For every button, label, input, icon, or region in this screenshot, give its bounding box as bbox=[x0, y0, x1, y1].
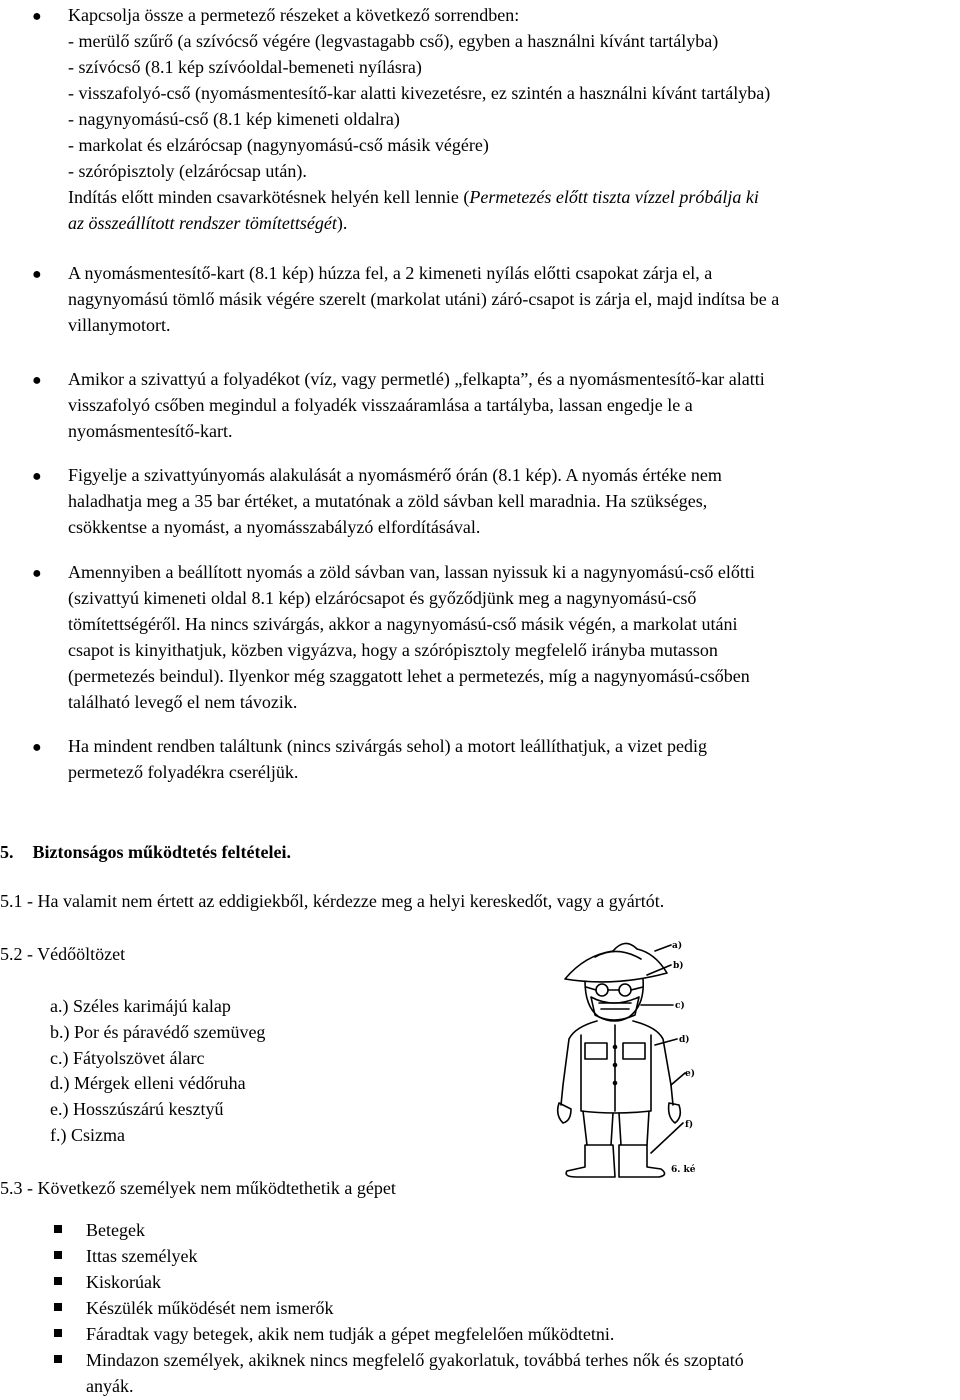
list-item bbox=[50, 1019, 265, 1045]
text-line: - szórópisztoly (elzárócsap után). bbox=[68, 161, 307, 181]
list-text: Mérgek elleni védőruha bbox=[74, 1073, 246, 1093]
text-line: visszafolyó csőben megindul a folyadék visszaáramlása a tartályba, lassan engedje le a bbox=[68, 395, 693, 415]
square-bullet-icon bbox=[54, 1303, 62, 1311]
protective-clothing-figure bbox=[555, 935, 725, 1180]
text-line: - visszafolyó-cső (nyomásmentesítő-kar alatti kivezetésre, ez szintén a használni kívánt tartályba) bbox=[68, 83, 771, 103]
square-bullet-icon bbox=[54, 1329, 62, 1337]
figure-label-b: b) bbox=[673, 961, 684, 971]
section-title: Biztonságos működtetés feltételei. bbox=[32, 842, 291, 862]
bullet-icon: ● bbox=[32, 739, 42, 756]
square-bullet-icon bbox=[54, 1277, 62, 1285]
list-letter: e.) bbox=[50, 1099, 69, 1119]
list-text: Hosszúszárú kesztyű bbox=[72, 1099, 224, 1119]
text-line: Amennyiben a beállított nyomás a zöld sávban van, lassan nyissuk ki a nagynyomású-cső előtti bbox=[68, 562, 755, 582]
list-letter: a.) bbox=[50, 996, 69, 1016]
text-line: A nyomásmentesítő-kart (8.1 kép) húzza fel, a 2 kimeneti nyílás előtti csapokat zárja el, a bbox=[68, 263, 713, 283]
text-line: - nagynyomású-cső (8.1 kép kimeneti oldalra) bbox=[68, 109, 400, 129]
list-item bbox=[50, 1045, 204, 1071]
subsection-5-3-heading: 5.3 - Következő személyek nem működtethetik a gépet bbox=[0, 1178, 396, 1198]
text-line: - markolat és elzárócsap (nagynyomású-cső másik végére) bbox=[68, 135, 489, 155]
list-item-continuation: anyák. bbox=[86, 1376, 134, 1396]
bullet-item-pump bbox=[68, 366, 960, 444]
bullet-item-assembly bbox=[68, 2, 960, 236]
figure-label-e: e) bbox=[685, 1069, 695, 1079]
section-number: 5. bbox=[0, 842, 14, 862]
text-line: (szivattyú kimeneti oldal 8.1 kép) elzárócsapot és győződjünk meg a nagynyomású-cső bbox=[68, 588, 697, 608]
bullet-icon: ● bbox=[32, 372, 42, 389]
text-line: csökkentse a nyomást, a nyomásszabályzó elfordításával. bbox=[68, 517, 481, 537]
text-line: csapot is kinyithatjuk, közben vigyázva, hogy a szórópisztoly megfelelő irányba mutasson bbox=[68, 640, 718, 660]
list-item bbox=[50, 1122, 125, 1148]
hat-shape bbox=[565, 943, 667, 981]
boots-shape bbox=[566, 1145, 664, 1177]
list-item: Kiskorúak bbox=[86, 1272, 161, 1292]
bullet-item-gauge bbox=[68, 462, 960, 540]
bullet-item-pressure-release bbox=[68, 260, 960, 338]
list-item: Mindazon személyek, akiknek nincs megfelelő gyakorlatuk, továbbá terhes nők és szoptató bbox=[86, 1350, 744, 1370]
list-text: Széles karimájú kalap bbox=[72, 996, 231, 1016]
text-fragment: Indítás előtt minden csavarkötésnek helyén kell lennie ( bbox=[68, 187, 470, 207]
list-letter: b.) bbox=[50, 1022, 70, 1042]
text-line: Kapcsolja össze a permetező részeket a következő sorrendben: bbox=[68, 5, 520, 25]
text-line: Figyelje a szivattyúnyomás alakulását a nyomásmérő órán (8.1 kép). A nyomás értéke nem bbox=[68, 465, 722, 485]
text-line bbox=[68, 184, 960, 210]
italic-fragment: az összeállított rendszer tömítettségét bbox=[68, 213, 337, 233]
text-line: - szívócső (8.1 kép szívóoldal-bemeneti nyílásra) bbox=[68, 57, 422, 77]
text-line: nyomásmentesítő-kart. bbox=[68, 421, 233, 441]
text-line: (permetezés beindul). Ilyenkor még szaggatott lehet a permetezés, míg a nagynyomású-csőben bbox=[68, 666, 750, 686]
list-item: Ittas személyek bbox=[86, 1246, 198, 1266]
text-line: nagynyomású tömlő másik végére szerelt (markolat utáni) záró-csapot is zárja el, majd indítsa be a bbox=[68, 289, 780, 309]
list-letter: c.) bbox=[50, 1048, 69, 1068]
figure-label-f: f) bbox=[685, 1120, 694, 1130]
text-line: tömítettségéről. Ha nincs szivárgás, akkor a nagynyomású-cső másik végén, a markolat utáni bbox=[68, 614, 738, 634]
text-line: - merülő szűrő (a szívócső végére (legvastagabb cső), egyben a használni kívánt tartályba) bbox=[68, 31, 719, 51]
list-letter: d.) bbox=[50, 1073, 70, 1093]
list-text: Fátyolszövet álarc bbox=[72, 1048, 205, 1068]
square-bullet-icon bbox=[54, 1355, 62, 1363]
figure-caption: 6. ké bbox=[671, 1165, 696, 1175]
italic-fragment: Permetezés előtt tiszta vízzel próbálja ki bbox=[469, 187, 759, 207]
square-bullet-icon bbox=[54, 1251, 62, 1259]
list-text: Csizma bbox=[71, 1125, 125, 1145]
bullet-item-open-valve bbox=[68, 559, 960, 715]
list-item: Betegek bbox=[86, 1220, 145, 1240]
bullet-icon: ● bbox=[32, 468, 42, 485]
text-line: található levegő el nem távozik. bbox=[68, 692, 298, 712]
list-item: Fáradtak vagy betegek, akik nem tudják a gépet megfelelően működtetni. bbox=[86, 1324, 615, 1344]
list-item bbox=[50, 1096, 223, 1122]
text-line bbox=[68, 210, 960, 236]
list-letter: f.) bbox=[50, 1125, 67, 1145]
subsection-5-2-heading: 5.2 - Védőöltözet bbox=[0, 944, 126, 964]
text-line: permetező folyadékra cseréljük. bbox=[68, 762, 299, 782]
suit-shape bbox=[561, 1021, 673, 1105]
text-line: Amikor a szivattyú a folyadékot (víz, vagy permetlé) „felkapta”, és a nyomásmentesítő-kar alatti bbox=[68, 369, 765, 389]
list-item bbox=[50, 993, 231, 1019]
text-line: haladhatja meg a 35 bar értéket, a mutatónak a zöld sávban kell maradnia. Ha szükséges, bbox=[68, 491, 708, 511]
bullet-icon: ● bbox=[32, 266, 42, 283]
figure-label-d: d) bbox=[679, 1035, 690, 1045]
list-text: Por és páravédő szemüveg bbox=[74, 1022, 266, 1042]
square-bullet-icon bbox=[54, 1225, 62, 1233]
text-fragment: ). bbox=[336, 213, 348, 233]
list-item: Készülék működését nem ismerők bbox=[86, 1298, 334, 1318]
bullet-icon: ● bbox=[32, 565, 42, 582]
bullet-icon: ● bbox=[32, 8, 42, 25]
text-line: villanymotort. bbox=[68, 315, 171, 335]
text-line: Ha mindent rendben találtunk (nincs szivárgás sehol) a motort leállíthatjuk, a vizet pedig bbox=[68, 736, 707, 756]
list-item bbox=[50, 1070, 246, 1096]
subsection-5-1: 5.1 - Ha valamit nem értett az eddigiekből, kérdezze meg a helyi kereskedőt, vagy a gyártót. bbox=[0, 891, 665, 911]
bullet-item-finish bbox=[68, 733, 960, 785]
goggles-shape bbox=[596, 984, 608, 996]
figure-label-c: c) bbox=[675, 1001, 685, 1011]
figure-label-a: a) bbox=[672, 941, 683, 951]
section-heading bbox=[0, 839, 291, 865]
